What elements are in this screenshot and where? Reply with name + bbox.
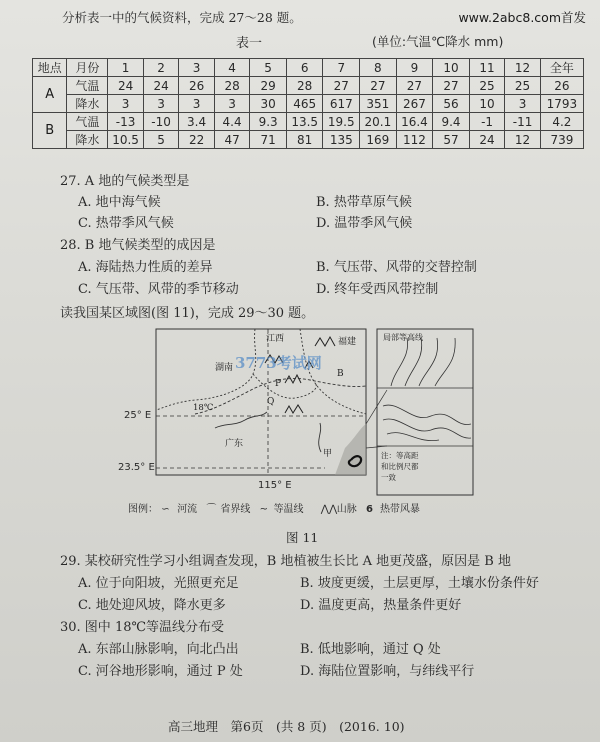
row-label: 降水 bbox=[67, 95, 108, 113]
table-cell: 26 bbox=[540, 77, 583, 95]
table-row bbox=[33, 131, 584, 149]
site-cell: A bbox=[33, 77, 67, 113]
header-cell: 9 bbox=[396, 59, 433, 77]
table-cell: -10 bbox=[143, 113, 179, 131]
table-cell: 25 bbox=[469, 77, 505, 95]
q28-option-c: C. 气压带、风带的季节移动 bbox=[78, 282, 239, 297]
label-guangdong: 广东 bbox=[225, 439, 244, 449]
sea-area bbox=[335, 424, 366, 475]
map-instruction: 读我国某区域图(图 11)，完成 29～30 题。 bbox=[60, 306, 315, 321]
table-cell: 351 bbox=[360, 95, 397, 113]
inset-contours bbox=[383, 405, 471, 441]
table-cell: 3 bbox=[214, 95, 250, 113]
table-cell: 10.5 bbox=[108, 131, 144, 149]
table-cell: 26 bbox=[179, 77, 215, 95]
map-frame bbox=[156, 329, 366, 475]
legend-isotherm: 等温线 bbox=[273, 504, 304, 515]
label-q: Q bbox=[267, 397, 275, 407]
table-cell: 617 bbox=[323, 95, 360, 113]
header-cell: 3 bbox=[179, 59, 215, 77]
inset-note: 一致 bbox=[381, 473, 396, 482]
mountain-icon: ⋀⋀ bbox=[320, 504, 338, 515]
table-cell: 4.2 bbox=[540, 113, 583, 131]
legend-border: 省界线 bbox=[220, 504, 251, 515]
header-cell: 1 bbox=[108, 59, 144, 77]
header-cell: 7 bbox=[323, 59, 360, 77]
table-cell: 3 bbox=[505, 95, 541, 113]
table-cell: 56 bbox=[433, 95, 470, 113]
label-p: P bbox=[275, 379, 282, 389]
table-header-row bbox=[33, 59, 584, 77]
q30-option-b: B. 低地影响，通过 Q 处 bbox=[300, 642, 441, 657]
river-line bbox=[215, 412, 267, 428]
inset-title: 局部等高线 bbox=[383, 333, 423, 342]
q29-option-d: D. 温度更高，热量条件更好 bbox=[300, 598, 462, 613]
header-cell: 月份 bbox=[67, 59, 108, 77]
label-jiangxi: 江西 bbox=[266, 334, 285, 344]
border-line bbox=[253, 374, 316, 398]
section-intro: 分析表一中的气候资料，完成 27～28 题。 bbox=[62, 10, 302, 25]
label-hunan: 湖南 bbox=[215, 363, 234, 373]
table-cell: 27 bbox=[396, 77, 433, 95]
header-cell: 全年 bbox=[540, 59, 583, 77]
table-cell: 19.5 bbox=[323, 113, 360, 131]
q27-stem: 27. A 地的气候类型是 bbox=[60, 174, 190, 189]
table-row bbox=[33, 95, 584, 113]
q29-stem: 29. 某校研究性学习小组调查发现，B 地植被生长比 A 地更茂盛，原因是 B 地 bbox=[60, 554, 511, 569]
table-cell: 57 bbox=[433, 131, 470, 149]
figure-caption: 图 11 bbox=[286, 530, 319, 545]
table-cell: 5 bbox=[143, 131, 179, 149]
table-cell: 28 bbox=[214, 77, 250, 95]
inset-note: 注：等高距 bbox=[381, 451, 419, 460]
legend-label: 图例： bbox=[128, 504, 158, 515]
table-cell: 81 bbox=[286, 131, 323, 149]
mountain-symbols bbox=[285, 405, 303, 413]
page-footer: 高三地理 第6页 (共 8 页) (2016. 10) bbox=[168, 719, 405, 734]
table-cell: 28 bbox=[286, 77, 323, 95]
table-cell: 3.4 bbox=[179, 113, 215, 131]
table-cell: 3 bbox=[108, 95, 144, 113]
table-cell: 1793 bbox=[540, 95, 583, 113]
climate-table bbox=[32, 58, 584, 149]
label-lon115: 115° E bbox=[258, 480, 292, 491]
header-cell: 5 bbox=[250, 59, 287, 77]
q27-option-c: C. 热带季风气候 bbox=[78, 216, 174, 231]
legend-mountain: 山脉 bbox=[336, 504, 357, 515]
header-cell: 地点 bbox=[33, 59, 67, 77]
table-cell: 24 bbox=[108, 77, 144, 95]
table-cell: 4.4 bbox=[214, 113, 250, 131]
label-lat23: 23.5° E bbox=[118, 462, 155, 473]
table-row bbox=[33, 113, 584, 131]
table-caption: 表一 bbox=[236, 36, 263, 51]
table-cell: 24 bbox=[469, 131, 505, 149]
table-cell: -13 bbox=[108, 113, 144, 131]
table-cell: 25 bbox=[505, 77, 541, 95]
q29-option-b: B. 坡度更缓，土层更厚，土壤水份条件好 bbox=[300, 576, 539, 591]
label-jia: 甲 bbox=[323, 449, 333, 459]
region-map bbox=[155, 328, 475, 496]
table-cell: 27 bbox=[360, 77, 397, 95]
table-cell: 3 bbox=[179, 95, 215, 113]
table-cell: 13.5 bbox=[286, 113, 323, 131]
header-cell: 11 bbox=[469, 59, 505, 77]
typhoon-icon: 6 bbox=[365, 504, 373, 515]
table-cell: 22 bbox=[179, 131, 215, 149]
label-isotherm: 18℃ bbox=[193, 403, 214, 413]
isotherm-icon: ~ bbox=[259, 504, 268, 515]
header-cell: 4 bbox=[214, 59, 250, 77]
legend-river: 河流 bbox=[177, 504, 198, 515]
q27-option-d: D. 温带季风气候 bbox=[316, 216, 413, 231]
label-fujian: 福建 bbox=[338, 337, 357, 347]
table-cell: 71 bbox=[250, 131, 287, 149]
label-lat25: 25° E bbox=[124, 410, 152, 421]
table-cell: 9.3 bbox=[250, 113, 287, 131]
row-label: 气温 bbox=[67, 77, 108, 95]
watermark-logo: 3773考试网 bbox=[235, 354, 322, 372]
header-cell: 2 bbox=[143, 59, 179, 77]
table-row bbox=[33, 77, 584, 95]
header-cell: 8 bbox=[360, 59, 397, 77]
label-b: B bbox=[337, 369, 344, 379]
table-cell: 267 bbox=[396, 95, 433, 113]
q28-option-a: A. 海陆热力性质的差异 bbox=[78, 260, 213, 275]
river-line bbox=[319, 423, 321, 452]
table-cell: -1 bbox=[469, 113, 505, 131]
table-cell: 169 bbox=[360, 131, 397, 149]
inset-note: 和比例尺都 bbox=[381, 462, 419, 471]
header-cell: 6 bbox=[286, 59, 323, 77]
header-cell: 12 bbox=[505, 59, 541, 77]
inset-contours bbox=[391, 338, 455, 386]
q30-stem: 30. 图中 18℃等温线分布受 bbox=[60, 620, 225, 635]
legend-typhoon: 热带风暴 bbox=[379, 504, 420, 515]
q30-option-a: A. 东部山脉影响，向北凸出 bbox=[78, 642, 239, 657]
table-cell: 112 bbox=[396, 131, 433, 149]
q27-option-b: B. 热带草原气候 bbox=[316, 195, 412, 210]
q28-option-d: D. 终年受西风带控制 bbox=[316, 282, 439, 297]
site-watermark: www.2abc8.com首发 bbox=[458, 10, 586, 25]
q29-option-a: A. 位于向阳坡，光照更充足 bbox=[78, 576, 239, 591]
table-cell: 465 bbox=[286, 95, 323, 113]
table-cell: 135 bbox=[323, 131, 360, 149]
map-legend bbox=[128, 500, 420, 515]
table-unit: (单位:气温℃降水 mm) bbox=[372, 34, 504, 49]
q30-option-d: D. 海陆位置影响，与纬线平行 bbox=[300, 664, 475, 679]
border-icon: ⌒ bbox=[206, 504, 217, 515]
table-cell: 27 bbox=[323, 77, 360, 95]
table-cell: 10 bbox=[469, 95, 505, 113]
q29-option-c: C. 地处迎风坡，降水更多 bbox=[78, 598, 226, 613]
row-label: 降水 bbox=[67, 131, 108, 149]
table-cell: 9.4 bbox=[433, 113, 470, 131]
site-cell: B bbox=[33, 113, 67, 149]
table-cell: 24 bbox=[143, 77, 179, 95]
q27-option-a: A. 地中海气候 bbox=[78, 195, 161, 210]
table-cell: 27 bbox=[433, 77, 470, 95]
table-cell: 3 bbox=[143, 95, 179, 113]
q28-option-b: B. 气压带、风带的交替控制 bbox=[316, 260, 477, 275]
table-cell: 30 bbox=[250, 95, 287, 113]
q30-option-c: C. 河谷地形影响，通过 P 处 bbox=[78, 664, 243, 679]
table-cell: -11 bbox=[505, 113, 541, 131]
table-cell: 16.4 bbox=[396, 113, 433, 131]
table-cell: 20.1 bbox=[360, 113, 397, 131]
river-icon: ∽ bbox=[161, 504, 170, 515]
table-cell: 29 bbox=[250, 77, 287, 95]
row-label: 气温 bbox=[67, 113, 108, 131]
q28-stem: 28. B 地气候类型的成因是 bbox=[60, 238, 216, 253]
table-cell: 12 bbox=[505, 131, 541, 149]
table-cell: 47 bbox=[214, 131, 250, 149]
header-cell: 10 bbox=[433, 59, 470, 77]
table-cell: 739 bbox=[540, 131, 583, 149]
